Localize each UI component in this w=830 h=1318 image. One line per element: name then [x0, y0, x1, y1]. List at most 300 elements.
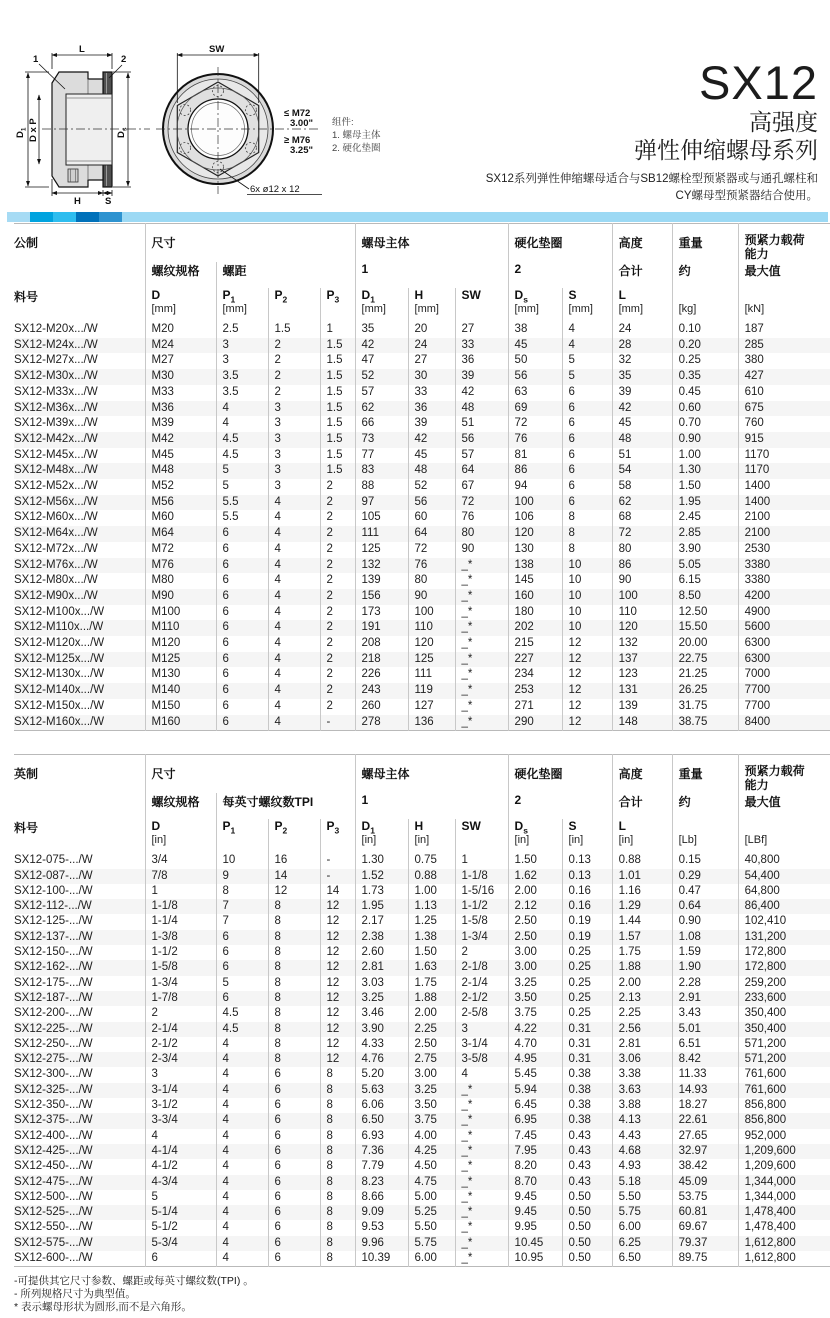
col-group-header: 螺母主体 — [355, 755, 508, 794]
cell: 8 — [562, 526, 612, 542]
cell: 3-1/4 — [455, 1037, 508, 1052]
cell: 33 — [455, 338, 508, 354]
cell: 138 — [508, 558, 562, 574]
cell: 10 — [562, 589, 612, 605]
cell: 218 — [355, 652, 408, 668]
cell: SX12-M140x.../W — [14, 683, 145, 699]
cell: 2-1/4 — [145, 1022, 216, 1037]
cell: SX12-M52x.../W — [14, 480, 98, 493]
cell: 3 — [268, 416, 320, 432]
cell: 1.16 — [612, 884, 672, 899]
cell: 77 — [355, 448, 408, 464]
cell: 94 — [508, 479, 562, 495]
cell: 45.09 — [672, 1175, 738, 1190]
cell: 120 — [612, 620, 672, 636]
cell: 0.38 — [562, 1067, 612, 1082]
cell: SX12-M64x.../W — [14, 526, 145, 542]
cell: 1170 — [738, 448, 830, 464]
cell: 4-1/4 — [145, 1144, 216, 1159]
cell: 1400 — [738, 495, 830, 511]
cell: 1-5/8 — [145, 960, 216, 975]
cell: 1.50 — [408, 945, 455, 960]
cell: 3 — [268, 432, 320, 448]
cell: 215 — [508, 636, 562, 652]
cell: 76 — [455, 510, 508, 526]
dim-label-H: H — [74, 196, 81, 207]
cell: 12 — [320, 960, 355, 975]
cell: 45 — [612, 416, 672, 432]
cell: 2.28 — [672, 976, 738, 991]
table-row — [14, 620, 830, 636]
cell: 4 — [216, 1236, 268, 1251]
cell: 97 — [355, 495, 408, 511]
cell: 3.5 — [216, 385, 268, 401]
cell: 12 — [320, 1052, 355, 1067]
cell: SX12-M60x.../W — [14, 511, 98, 524]
cell: 8 — [320, 1205, 355, 1220]
cell: M140 — [145, 683, 216, 699]
cell: 139 — [612, 699, 672, 715]
cell: 7 — [216, 914, 268, 929]
cell: 160 — [508, 589, 562, 605]
bolt-pattern-note: 6x ø12 x 12 — [250, 184, 300, 195]
cell: 64 — [408, 526, 455, 542]
footnote: * 表示螺母形状为圆形,而不是六角形。 — [14, 1301, 192, 1314]
cell: 64 — [455, 463, 508, 479]
cell: 4.68 — [612, 1144, 672, 1159]
cell: 6 — [216, 667, 268, 683]
table-row — [14, 369, 830, 385]
cell: M125 — [145, 652, 216, 668]
cell: 110 — [408, 620, 455, 636]
cell: 0.29 — [672, 869, 738, 884]
cell: 76 — [508, 432, 562, 448]
cell: 2.00 — [612, 976, 672, 991]
cell: 5 — [145, 1190, 216, 1205]
cell: 1.08 — [672, 930, 738, 945]
table-row — [14, 338, 830, 354]
col-group-header: 预紧力载荷能力 — [738, 224, 830, 263]
cell: 3.00 — [508, 960, 562, 975]
col-group-header: 高度 — [612, 224, 672, 263]
column-header: $D_1$ [mm] — [355, 288, 408, 322]
cell: SX12-300-.../W — [14, 1068, 93, 1081]
cell: SX12-600-.../W — [14, 1252, 93, 1264]
table-row — [14, 1022, 830, 1037]
cell: 3 — [268, 479, 320, 495]
cell: 4 — [268, 620, 320, 636]
cell: 8 — [216, 884, 268, 899]
cell: 6 — [562, 479, 612, 495]
cell: 6 — [216, 589, 268, 605]
cell: 4-1/2 — [145, 1159, 216, 1174]
cell: 110 — [612, 605, 672, 621]
column-header: $P_2$ — [268, 819, 320, 853]
cell: 610 — [738, 385, 830, 401]
cell: 3.75 — [508, 1006, 562, 1021]
cell: 1.30 — [355, 853, 408, 868]
cell: 5.01 — [672, 1022, 738, 1037]
cell: _* — [455, 652, 508, 668]
cell: SX12-150-.../W — [14, 946, 93, 959]
cell: 4 — [268, 683, 320, 699]
cell: 72 — [408, 542, 455, 558]
cell: SX12-M72x.../W — [14, 542, 98, 555]
cell: 1-5/8 — [455, 914, 508, 929]
cell: 4 — [216, 1220, 268, 1235]
cell: 0.43 — [562, 1129, 612, 1144]
cell: 12 — [320, 930, 355, 945]
cell: _* — [455, 715, 508, 731]
cell: 1.5 — [320, 385, 355, 401]
cell: 6.00 — [612, 1220, 672, 1235]
cell: 139 — [355, 573, 408, 589]
cell: 5.94 — [508, 1083, 562, 1098]
table-row — [14, 1175, 830, 1190]
threaded-bore — [66, 94, 112, 165]
cell: 6 — [216, 620, 268, 636]
cell: SX12-400-.../W — [14, 1129, 93, 1142]
cell: 39 — [612, 385, 672, 401]
cell: SX12-325-.../W — [14, 1083, 145, 1098]
cell: _* — [455, 1190, 508, 1205]
cell: SX12-187-.../W — [14, 991, 145, 1006]
cell: 15.50 — [672, 620, 738, 636]
cell: 5.50 — [408, 1220, 455, 1235]
cell: 4 — [216, 401, 268, 417]
cell: _* — [455, 699, 508, 715]
cell: 1170 — [738, 463, 830, 479]
cell: 6300 — [738, 636, 830, 652]
cell: 79.37 — [672, 1236, 738, 1251]
cell: 8.70 — [508, 1175, 562, 1190]
table-row — [14, 510, 830, 526]
cell: 3/4 — [145, 853, 216, 868]
title-block — [486, 58, 818, 205]
cell: 51 — [612, 448, 672, 464]
table-row — [14, 869, 830, 884]
cell: SX12-100-.../W — [14, 884, 93, 897]
cell: 0.31 — [562, 1052, 612, 1067]
table-row — [14, 526, 830, 542]
cell: _* — [455, 1251, 508, 1267]
cell: M33 — [145, 385, 216, 401]
cell: SX12-M160x.../W — [14, 715, 145, 731]
column-header: $P_1$ — [216, 819, 268, 853]
cell: 26.25 — [672, 683, 738, 699]
table-row — [14, 914, 830, 929]
cell: 8400 — [738, 715, 830, 731]
imperial-table — [14, 754, 830, 1267]
cell: 66 — [355, 416, 408, 432]
cell: _* — [455, 667, 508, 683]
cell: 4 — [268, 526, 320, 542]
column-header: $D_s$ [mm] — [508, 288, 562, 322]
cell: 0.50 — [562, 1205, 612, 1220]
cell: 12 — [562, 699, 612, 715]
cell: 0.25 — [562, 991, 612, 1006]
cell: M39 — [145, 416, 216, 432]
table-row — [14, 945, 830, 960]
cell: 0.43 — [562, 1175, 612, 1190]
cell: 5 — [216, 479, 268, 495]
cell: 6.95 — [508, 1113, 562, 1128]
cell: 290 — [508, 715, 562, 731]
cell: 259,200 — [738, 976, 830, 991]
cell: 6 — [216, 558, 268, 574]
cell: 571,200 — [738, 1037, 830, 1052]
cell: 0.35 — [672, 369, 738, 385]
cell: 4.13 — [612, 1113, 672, 1128]
cell: SX12-350-.../W — [14, 1099, 93, 1112]
cell: 12 — [562, 636, 612, 652]
cell: 8.42 — [672, 1052, 738, 1067]
cell: _* — [455, 1098, 508, 1113]
cell: 0.10 — [672, 322, 738, 338]
table-row — [14, 558, 830, 574]
cell: M80 — [145, 573, 216, 589]
cell: 0.43 — [562, 1159, 612, 1174]
cell: 68 — [612, 510, 672, 526]
cell: 8 — [268, 976, 320, 991]
cell: 4 — [216, 1159, 268, 1174]
cell: 4 — [216, 1144, 268, 1159]
column-header: D [mm] — [145, 288, 216, 322]
cell: 120 — [508, 526, 562, 542]
cell: 5 — [216, 976, 268, 991]
cell: 8.20 — [508, 1159, 562, 1174]
cell: 3380 — [738, 573, 830, 589]
cell: 350,400 — [738, 1022, 830, 1037]
cell: 12 — [562, 715, 612, 731]
cell: 6 — [562, 448, 612, 464]
cell: 5 — [562, 369, 612, 385]
cell: 36 — [408, 401, 455, 417]
cell: 856,800 — [738, 1113, 830, 1128]
column-header: L [mm] — [612, 288, 672, 322]
cell: 9.09 — [355, 1205, 408, 1220]
cell: 51 — [455, 416, 508, 432]
dim-label-S: S — [105, 196, 112, 207]
cell: 2.00 — [408, 1006, 455, 1021]
table-row — [14, 636, 830, 652]
cell: 5.45 — [508, 1067, 562, 1082]
cell: 16 — [268, 853, 320, 868]
table-row — [14, 322, 830, 338]
col-group-header: 合计 — [612, 793, 672, 819]
cell: 86,400 — [738, 899, 830, 914]
cell: 10.39 — [355, 1251, 408, 1267]
cell: 48 — [612, 432, 672, 448]
cell: 2 — [320, 620, 355, 636]
cell: 53.75 — [672, 1190, 738, 1205]
cell: _* — [455, 1083, 508, 1098]
col-group-header: 硬化垫圈 — [508, 224, 612, 263]
cell: 2 — [320, 683, 355, 699]
cell: 0.25 — [562, 960, 612, 975]
table-row — [14, 1236, 830, 1251]
table-row — [14, 683, 830, 699]
cell: 8 — [320, 1067, 355, 1082]
cell: 1.62 — [508, 869, 562, 884]
cell: 380 — [738, 353, 830, 369]
cell: 6 — [216, 715, 268, 731]
cell: 0.90 — [672, 914, 738, 929]
column-header: $P_3$ — [320, 288, 355, 322]
cell: 8.50 — [672, 589, 738, 605]
cell: 760 — [738, 416, 830, 432]
cell: 6 — [216, 699, 268, 715]
footnote: -可提供其它尺寸参数、螺距或每英寸螺纹数(TPI) 。 — [14, 1275, 254, 1288]
cell: 62 — [355, 401, 408, 417]
cell: 120 — [408, 636, 455, 652]
cell: SX12-500-.../W — [14, 1190, 93, 1203]
cell: _* — [455, 558, 508, 574]
cell: 1 — [455, 853, 508, 868]
cell: 145 — [508, 573, 562, 589]
page-description: SX12系列弹性伸缩螺母适合与SB12螺栓型预紧器或与通孔螺柱和 CY螺母型预紧器结合使用。 — [485, 173, 818, 202]
cell: 1.95 — [672, 495, 738, 511]
col-group-header: 公制 — [14, 236, 39, 250]
cell: 1.59 — [672, 945, 738, 960]
cell: 8 — [268, 991, 320, 1006]
cell: 90 — [455, 542, 508, 558]
cell: 915 — [738, 432, 830, 448]
cell: 2 — [320, 699, 355, 715]
cell: 4 — [268, 495, 320, 511]
cell: 1.95 — [355, 899, 408, 914]
cell: 4 — [268, 510, 320, 526]
column-header: $P_2$ — [268, 288, 320, 322]
cell: 8 — [268, 899, 320, 914]
cell: 0.25 — [672, 353, 738, 369]
cell: 9.45 — [508, 1190, 562, 1205]
cell: 6 — [268, 1067, 320, 1082]
cell: 125 — [408, 652, 455, 668]
cell: 32 — [612, 353, 672, 369]
cell: 2.60 — [355, 945, 408, 960]
cell: 4 — [216, 1113, 268, 1128]
cell: 2 — [320, 605, 355, 621]
cell: 1-1/8 — [145, 899, 216, 914]
cell: 2.25 — [612, 1006, 672, 1021]
cell: 4 — [268, 589, 320, 605]
cell: 12 — [320, 945, 355, 960]
cell: 8 — [268, 945, 320, 960]
cell: 131 — [612, 683, 672, 699]
cell: 8 — [320, 1144, 355, 1159]
cell: 2 — [320, 510, 355, 526]
cell: 8 — [320, 1098, 355, 1113]
cell: 1.73 — [355, 884, 408, 899]
cell: 89.75 — [672, 1251, 738, 1267]
cell: 12 — [320, 976, 355, 991]
cell: 2.5 — [216, 322, 268, 338]
cell: 69 — [508, 401, 562, 417]
table-row — [14, 960, 830, 975]
col-group-header: 1 — [355, 262, 508, 288]
cell: 271 — [508, 699, 562, 715]
cell: SX12-450-.../W — [14, 1160, 93, 1173]
cell: SX12-M90x.../W — [14, 589, 145, 605]
cell: 27 — [455, 322, 508, 338]
cell: 7.45 — [508, 1129, 562, 1144]
cell: 253 — [508, 683, 562, 699]
cell: 6.50 — [355, 1113, 408, 1128]
cell: SX12-M27x.../W — [14, 354, 98, 367]
cell: 80 — [455, 526, 508, 542]
cell: 14 — [320, 884, 355, 899]
cell: 8.23 — [355, 1175, 408, 1190]
cell: 0.70 — [672, 416, 738, 432]
cell: 90 — [408, 589, 455, 605]
cell: 0.88 — [408, 869, 455, 884]
cell: 3 — [216, 353, 268, 369]
cell: 6 — [216, 945, 268, 960]
cell: _* — [455, 1175, 508, 1190]
cell: 5 — [216, 463, 268, 479]
cell: _* — [455, 1113, 508, 1128]
cell: 0.31 — [562, 1022, 612, 1037]
imperial-section — [0, 754, 830, 1267]
cell: 4.76 — [355, 1052, 408, 1067]
cell: 7000 — [738, 667, 830, 683]
col-group-header: 螺纹规格 — [145, 793, 216, 819]
cell: 5 — [562, 353, 612, 369]
cell: 427 — [738, 369, 830, 385]
cell: 38.75 — [672, 715, 738, 731]
cell: M90 — [145, 589, 216, 605]
cell: 202 — [508, 620, 562, 636]
cell: 3.75 — [408, 1113, 455, 1128]
cell: 5-1/4 — [145, 1205, 216, 1220]
cell: 12 — [562, 652, 612, 668]
cell: 35 — [612, 369, 672, 385]
cell: 0.90 — [672, 432, 738, 448]
cell: 131,200 — [738, 930, 830, 945]
cell: 14.93 — [672, 1083, 738, 1098]
cell: 2 — [268, 385, 320, 401]
cell: 0.50 — [562, 1220, 612, 1235]
cell: 0.64 — [672, 899, 738, 914]
cell: 3 — [268, 463, 320, 479]
cell: 2.91 — [672, 991, 738, 1006]
cell: - — [320, 869, 355, 884]
column-header: L [in] — [612, 819, 672, 853]
col-group-header: 英制 — [14, 767, 39, 782]
cell: _* — [455, 1129, 508, 1144]
cell: 1.5 — [320, 401, 355, 417]
cell: _* — [455, 1220, 508, 1235]
cell: 6 — [216, 636, 268, 652]
callout-washer: 2 — [121, 54, 127, 65]
cell: 42 — [455, 385, 508, 401]
table-row — [14, 1113, 830, 1128]
cell: 1.44 — [612, 914, 672, 929]
cell: M130 — [145, 667, 216, 683]
cell: 4-3/4 — [145, 1175, 216, 1190]
cell: 3380 — [738, 558, 830, 574]
cell: 2100 — [738, 526, 830, 542]
col-group-header: 重量 — [672, 755, 738, 794]
cell: 5.5 — [216, 510, 268, 526]
cell: _* — [455, 605, 508, 621]
cell: 42 — [612, 401, 672, 417]
cell: 5-1/2 — [145, 1220, 216, 1235]
cell: 3 — [216, 338, 268, 354]
cell: 2 — [320, 558, 355, 574]
cell: 10 — [562, 605, 612, 621]
